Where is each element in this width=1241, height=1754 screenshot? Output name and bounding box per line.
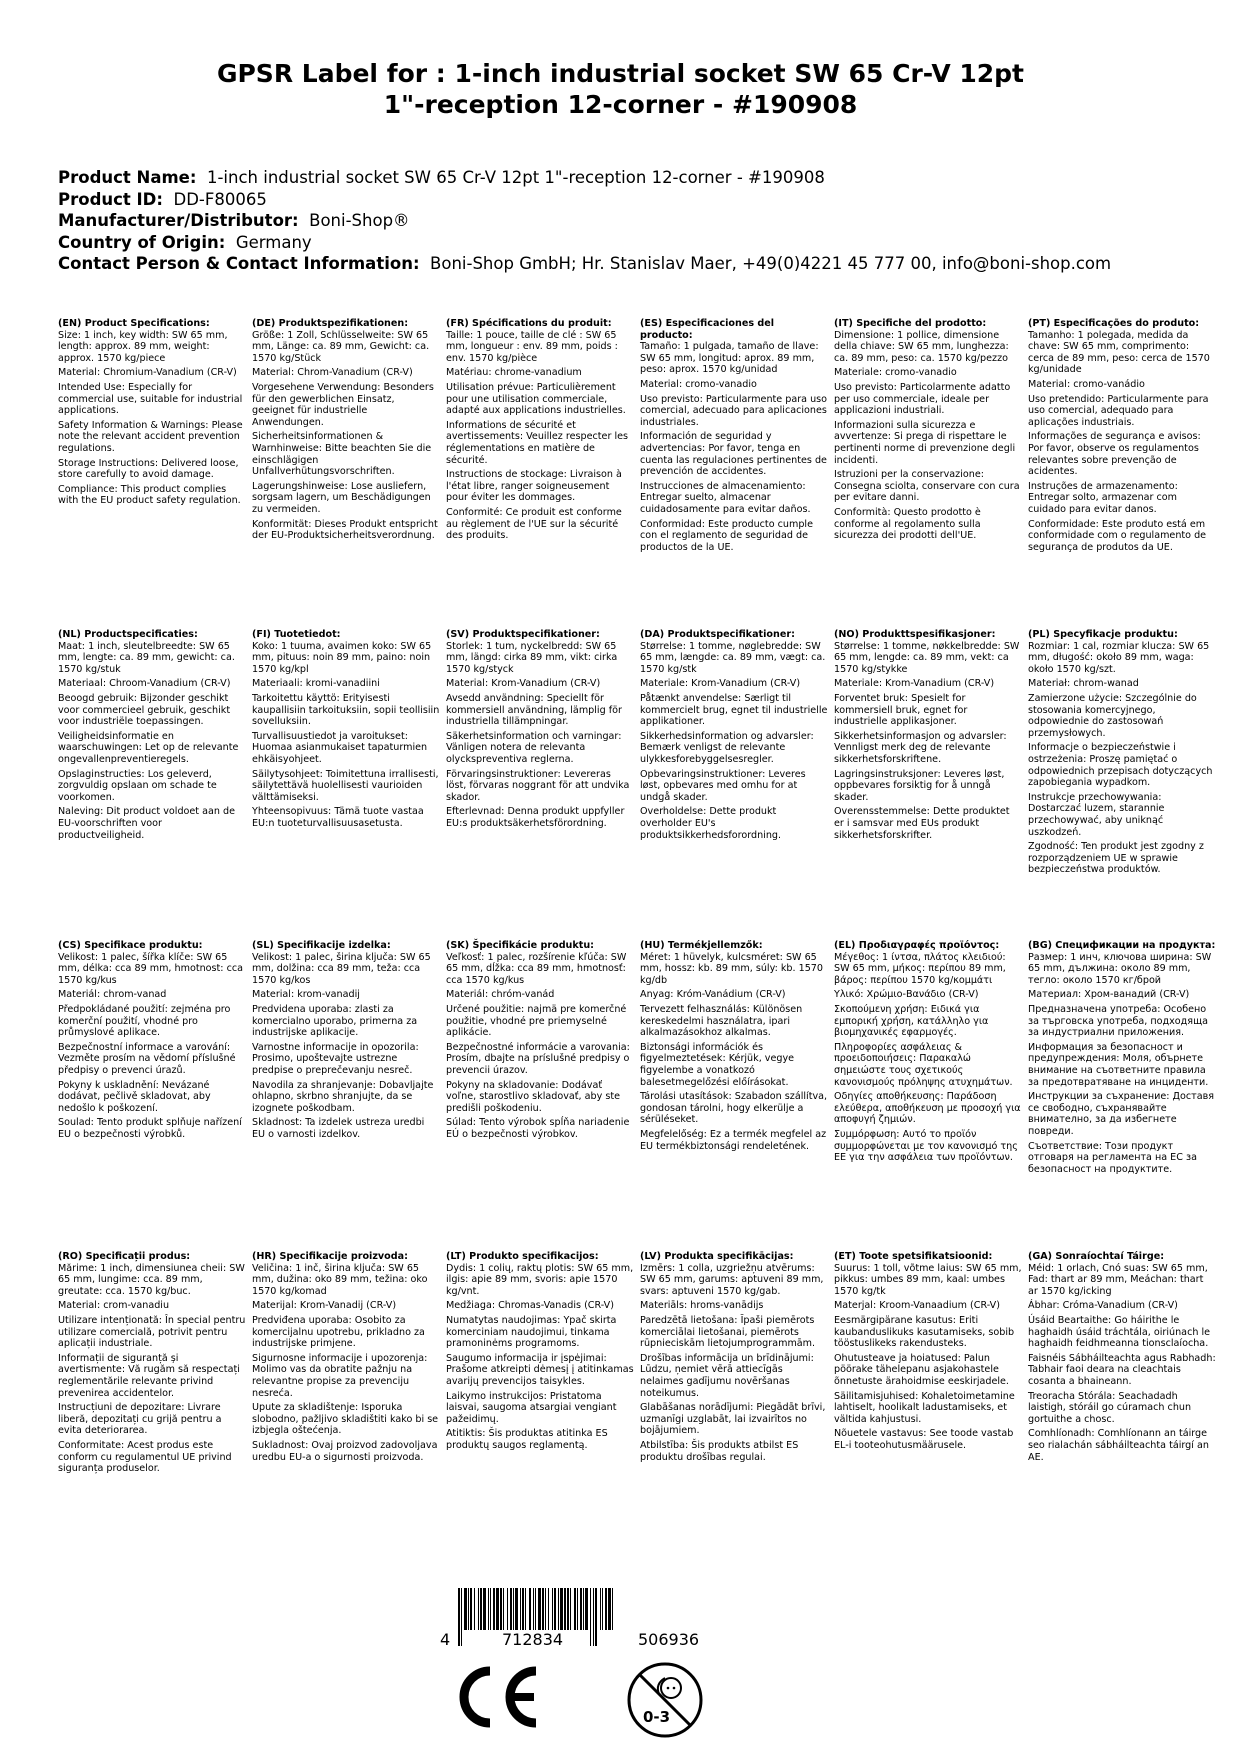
- barcode-bar: [533, 1588, 534, 1630]
- language-block-paragraph: Úsáid Beartaithe: Go háirithe le haghaidh úsáid tráchtála, oiriúnach le haghaidh feidhmeanna tionsclaíocha.: [1028, 1314, 1211, 1350]
- language-block-paragraph: Materiał: chrom-wanad: [1028, 678, 1139, 690]
- language-block-paragraph: Treoracha Stórála: Seachadadh laistigh, stóráil go cúramach chun gortuithe a chosc.: [1028, 1390, 1192, 1425]
- language-block-paragraph: Medžiaga: Chromas-Vanadis (CR-V): [446, 1300, 614, 1312]
- language-block-paragraph: Glabāšanas norādījumi: Piegādāt brīvi, uzmanīgi uzglabāt, lai izvairītos no bojājumiem.: [640, 1402, 826, 1437]
- language-block: [834, 940, 1022, 1167]
- language-block-paragraph: Sicherheitsinformationen & Warnhinweise: Bitte beachten Sie die einschlägigen Unfallverhütungsvorschriften.: [252, 431, 432, 478]
- language-block-heading: (CS) Specifikace produktu:: [58, 940, 203, 951]
- barcode-bar: [478, 1588, 479, 1630]
- barcode-bar: [538, 1588, 541, 1630]
- language-block-paragraph: Lagringsinstruksjoner: Leveres løst, oppbevares forsiktig for å unngå skader.: [834, 768, 1005, 803]
- language-block-heading: (DE) Produktspezifikationen:: [252, 318, 409, 329]
- language-block-paragraph: Σκοπούμενη χρήση: Ειδικά για εμπορική χρήση, κατάλληλο για βιομηχανικές εφαρμογές.: [834, 1003, 989, 1039]
- barcode-bar: [468, 1588, 469, 1630]
- barcode-bar: [525, 1588, 526, 1630]
- language-row: [58, 1251, 1218, 1562]
- title-line-2: 1"-reception 12-corner - #190908: [383, 90, 858, 119]
- language-block-paragraph: Materiale: cromo-vanadio: [834, 367, 957, 379]
- language-block-paragraph: Vorgesehene Verwendung: Besonders für den gewerblichen Einsatz, geeignet für industrielle Anwendungen.: [252, 381, 434, 428]
- barcode-bar: [585, 1588, 588, 1630]
- barcode-bar: [458, 1588, 460, 1646]
- language-block-paragraph: Drošības informācija un brīdinājumi: Lūdzu, ņemiet vērā attiecīgās nelaimes gadījumu novēršanas noteikumus.: [640, 1352, 814, 1399]
- language-block-heading: (NO) Produkttspesifikasjoner:: [834, 629, 996, 640]
- language-block-heading: (PL) Specyfikacje produktu:: [1028, 629, 1178, 640]
- language-block-paragraph: Veličina: 1 inč, širina ključa: SW 65 mm, dužina: oko 89 mm, težina: oko 1570 kg/komad: [252, 1262, 428, 1297]
- age-label: 0-3: [643, 1708, 671, 1726]
- barcode-bar: [567, 1588, 569, 1630]
- language-block-paragraph: Instruções de armazenamento: Entregar solto, armazenar com cuidado para evitar danos.: [1028, 480, 1178, 515]
- language-block-paragraph: Sikkerhedsinformation og advarsler: Bemærk venligst de relevante ulykkesforebyggelsesregler.: [640, 730, 814, 765]
- barcode-bar: [542, 1588, 544, 1630]
- language-block-paragraph: Materiāls: hroms-vanādijs: [640, 1300, 764, 1312]
- language-block-paragraph: Rozmiar: 1 cal, rozmiar klucza: SW 65 mm, długość: około 89 mm, waga: około 1570 kg/szt.: [1028, 640, 1210, 675]
- language-block-paragraph: Materiál: chróm-vanád: [446, 989, 555, 1001]
- language-block-paragraph: Soulad: Tento produkt splňuje nařízení EU o bezpečnosti výrobků.: [58, 1117, 242, 1140]
- language-block-heading: (SV) Produktspecifikationer:: [446, 629, 600, 640]
- language-block-paragraph: Размер: 1 инч, ключова ширина: SW 65 mm, дължина: около 89 mm, тегло: около 1570 кг/брой: [1028, 951, 1212, 986]
- language-block: [1028, 1251, 1216, 1466]
- language-block-paragraph: Инструкции за съхранение: Доставя се свободно, съхранявайте внимателно, за да избегнете повреди.: [1028, 1091, 1215, 1137]
- language-block-paragraph: Материал: Хром-ванадий (CR-V): [1028, 989, 1190, 1001]
- barcode-bar: [608, 1588, 611, 1630]
- info-product-name: Product Name: 1-inch industrial socket SW 65 Cr-V 12pt 1"-reception 12-corner - #190908: [58, 168, 825, 187]
- language-block-paragraph: Istruzioni per la conservazione: Consegna sciolta, conservare con cura per evitare danni.: [834, 469, 1020, 504]
- language-block-paragraph: Eesmärgipärane kasutus: Eriti kaubanduslikuks kasutamiseks, sobib tööstuslikeks rakendusteks.: [834, 1314, 1015, 1350]
- language-block-paragraph: Avsedd användning: Speciellt för kommersiell användning, lämplig för industriella tillämpningar.: [446, 692, 622, 728]
- barcode-bar: [470, 1588, 472, 1630]
- language-block-paragraph: Beoogd gebruik: Bijzonder geschikt voor commercieel gebruik, geschikt voor industriële toepassingen.: [58, 692, 231, 728]
- language-block-paragraph: Materiál: chrom-vanad: [58, 989, 167, 1001]
- language-block-paragraph: Intended Use: Especially for commercial use, suitable for industrial applications.: [58, 381, 243, 417]
- language-block-paragraph: Informații de siguranță și avertismente: Vă rugăm să respectați reglementările relevante privind prevenirea accidentelor.: [58, 1352, 240, 1399]
- language-block-paragraph: Información de seguridad y advertencias: Por favor, tenga en cuenta las regulaciones pertinentes de prevención de accidentes.: [640, 431, 827, 478]
- language-block-paragraph: Opslaginstructies: Los geleverd, zorgvuldig opslaan om schade te voorkomen.: [58, 768, 217, 803]
- language-block-paragraph: Material: crom-vanadiu: [58, 1300, 170, 1312]
- language-block-heading: (EL) Προδιαγραφές προϊόντος:: [834, 940, 1000, 951]
- language-block: [640, 1251, 828, 1466]
- barcode-group-1: 712834: [502, 1630, 564, 1649]
- language-block-paragraph: Instrucțiuni de depozitare: Livrare liberă, depozitați cu grijă pentru a evita deteriorarea.: [58, 1402, 222, 1437]
- barcode-bar: [595, 1588, 597, 1646]
- language-block-paragraph: Safety Information & Warnings: Please note the relevant accident prevention regulations.: [58, 419, 243, 454]
- language-block: [1028, 940, 1216, 1178]
- barcode-bar: [464, 1588, 467, 1630]
- barcode-bar: [513, 1588, 514, 1630]
- language-block-paragraph: Overholdelse: Dette produkt overholder EU's produktsikkerhedsforordning.: [640, 806, 782, 841]
- language-block-heading: (EN) Product Specifications:: [58, 318, 210, 329]
- language-block-paragraph: Informacje o bezpieczeństwie i ostrzeżenia: Proszę pamiętać o odpowiednich przepisach dotyczących zapobiegania wypadkom.: [1028, 742, 1213, 789]
- language-block-paragraph: Sigurnosne informacije i upozorenja: Molimo vas da obratite pažnju na relevantne propise za prevenciju nesreća.: [252, 1352, 428, 1399]
- page-title: [0, 58, 1241, 120]
- language-block-heading: (HR) Specifikacije proizvoda:: [252, 1251, 408, 1262]
- language-block-paragraph: Taille: 1 pouce, taille de clé : SW 65 mm, longueur : env. 89 mm, poids : env. 1570 kg/pièce: [446, 329, 618, 364]
- language-block-paragraph: Compliance: This product complies with the EU product safety regulation.: [58, 483, 241, 507]
- language-block-heading: (SL) Specifikacije izdelka:: [252, 940, 391, 951]
- language-block-paragraph: Conformidad: Este producto cumple con el reglamento de seguridad de productos de la UE.: [640, 518, 813, 553]
- language-block-paragraph: Информация за безопасност и предупреждения: Моля, обърнете внимание на съответните правила за предотвратяване на инциденти.: [1028, 1041, 1209, 1088]
- language-block: [446, 318, 634, 545]
- language-block-paragraph: Conformidade: Este produto está em conformidade com o regulamento de segurança de produtos da UE.: [1028, 518, 1207, 553]
- barcode-bar: [503, 1588, 504, 1630]
- language-block-paragraph: Materijal: Krom-Vanadij (CR-V): [252, 1300, 397, 1312]
- language-row: [58, 940, 1218, 1251]
- language-block: [834, 629, 1022, 844]
- language-block-paragraph: Størrelse: 1 tomme, nøkkelbredde: SW 65 mm, lengde: ca. 89 mm, vekt: ca 1570 kg/stykke: [834, 640, 1020, 675]
- language-block-paragraph: Material: Chrom-Vanadium (CR-V): [252, 367, 413, 379]
- language-block: [1028, 629, 1216, 879]
- language-block-paragraph: Uso pretendido: Particularmente para uso comercial, adequado para aplicações industriais.: [1028, 393, 1209, 428]
- language-block-paragraph: Material: Chromium-Vanadium (CR-V): [58, 367, 237, 379]
- language-block-paragraph: Uso previsto: Particularmente para uso comercial, adecuado para aplicaciones industriales.: [640, 393, 828, 428]
- language-block-paragraph: Instrukcje przechowywania: Dostarczać luzem, starannie przechowywać, aby uniknąć uszkodzeń.: [1028, 791, 1165, 838]
- language-block-paragraph: Paredzētā lietošana: Īpaši piemērots komerciālai lietošanai, piemērots rūpnieciskām lietojumprogrammām.: [640, 1314, 816, 1350]
- title-line-1: GPSR Label for : 1-inch industrial socket SW 65 Cr-V 12pt: [216, 59, 1025, 88]
- barcode-bar: [612, 1588, 613, 1630]
- language-block-paragraph: Size: 1 inch, key width: SW 65 mm, length: approx. 89 mm, weight: approx. 1570 kg/piece: [58, 329, 228, 364]
- language-block-heading: (BG) Спецификации на продукта:: [1028, 940, 1216, 951]
- language-block-paragraph: Materiaali: kromi-vanadiini: [252, 678, 380, 690]
- barcode-bar: [493, 1588, 495, 1630]
- language-block-paragraph: Utilisation prévue: Particulièrement pour une utilisation commerciale, adapté aux applications industrielles.: [446, 381, 626, 417]
- language-block-paragraph: Ábhar: Cróma-Vanadium (CR-V): [1028, 1300, 1178, 1312]
- language-block-paragraph: Yhteensopivuus: Tämä tuote vastaa EU:n tuoteturvallisuusasetusta.: [252, 806, 424, 829]
- language-block: [446, 1251, 634, 1455]
- barcode-bars: [440, 1588, 760, 1648]
- language-block-paragraph: Saugumo informacija ir įspėjimai: Prašome atkreipti dėmesį į atitinkamas avarijų prevencijos taisykles.: [446, 1352, 634, 1387]
- barcode-bar: [574, 1588, 576, 1630]
- barcode-group-2: 506936: [638, 1630, 700, 1649]
- barcode-bar: [593, 1588, 594, 1646]
- barcode-bar: [529, 1588, 531, 1630]
- barcode-bar: [554, 1588, 556, 1630]
- language-block-paragraph: Biztonsági információk és figyelmeztetések: Kérjük, vegye figyelembe a vonatkozó balesetmegelőzési előírásokat.: [640, 1041, 795, 1088]
- language-block-paragraph: Informazioni sulla sicurezza e avvertenze: Si prega di rispettare le pertinenti norme di prevenzione degli incidenti.: [834, 419, 1016, 466]
- language-block-heading: (NL) Productspecificaties:: [58, 629, 198, 640]
- language-block-heading: (PT) Especificações do produto:: [1028, 318, 1200, 329]
- language-block: [640, 629, 828, 844]
- language-block-paragraph: Určené použitie: najmä pre komerčné použitie, vhodné pre priemyselné aplikácie.: [446, 1003, 627, 1039]
- barcode-bar: [600, 1588, 601, 1630]
- language-block: [58, 629, 246, 844]
- language-block-paragraph: Säilitamisjuhised: Kohaletoimetamine lahtiselt, hoolikalt ladustamiseks, et vältida kahjustusi.: [834, 1390, 1015, 1425]
- language-row: [58, 629, 1218, 940]
- language-block: [640, 318, 828, 556]
- language-block-heading: (LT) Produkto specifikacijos:: [446, 1251, 599, 1262]
- language-block-paragraph: Skladnost: Ta izdelek ustreza uredbi EU o varnosti izdelkov.: [252, 1117, 425, 1140]
- language-block-paragraph: Pokyny na skladovanie: Dodávať voľne, starostlivo skladovať, aby ste predišli poškodeniu.: [446, 1079, 620, 1114]
- info-contact: Contact Person & Contact Information: Boni-Shop GmbH; Hr. Stanislav Maer, +49(0)4221 45 777 00, info@boni-shop.com: [58, 254, 1112, 273]
- language-block-paragraph: Koko: 1 tuuma, avaimen koko: SW 65 mm, pituus: noin 89 mm, paino: noin 1570 kg/kpl: [252, 640, 432, 675]
- language-block-paragraph: Zamierzone użycie: Szczególnie do stosowania komercyjnego, odpowiednie do zastosowań przemysłowych.: [1028, 692, 1197, 739]
- barcode-bar: [558, 1588, 559, 1630]
- language-block-paragraph: Forventet bruk: Spesielt for kommersiell bruk, egnet for industrielle applikasjoner.: [834, 692, 968, 728]
- language-block-paragraph: Konformität: Dieses Produkt entspricht der EU-Produktsicherheitsverordnung.: [252, 518, 438, 542]
- language-block-paragraph: Συμμόρφωση: Αυτό το προϊόν συμμορφώνεται με τον κανονισμό της ΕΕ για την ασφάλεια των προϊόντων.: [834, 1128, 1018, 1164]
- language-block-paragraph: Ohutusteave ja hoiatused: Palun pöörake tähelepanu asjakohastele õnnetuste ärahoidmise eeskirjadele.: [834, 1352, 1009, 1387]
- barcode-bar: [545, 1588, 546, 1630]
- language-block-paragraph: Instrucciones de almacenamiento: Entregar suelto, almacenar cuidadosamente para evitar daños.: [640, 480, 811, 515]
- barcode-bar: [590, 1588, 591, 1646]
- language-block-paragraph: Turvallisuustiedot ja varoitukset: Huomaa asianmukaiset tapaturmien ehkäisyohjeet.: [252, 730, 428, 765]
- language-block-paragraph: Påtænkt anvendelse: Særligt til kommercielt brug, egnet til industrielle applikationer.: [640, 692, 828, 728]
- language-block-paragraph: Lagerungshinweise: Lose ausliefern, sorgsam lagern, um Beschädigungen zu vermeiden.: [252, 480, 431, 515]
- language-block-paragraph: Conformitate: Acest produs este conform cu regulamentul UE privind siguranța produselor.: [58, 1439, 232, 1475]
- language-block: [252, 1251, 440, 1466]
- language-block-paragraph: Méid: 1 orlach, Cnó suas: SW 65 mm, Fad: thart ar 89 mm, Meáchan: thart ar 1570 kg/icking: [1028, 1262, 1208, 1297]
- language-block-heading: (LV) Produkta specifikācijas:: [640, 1251, 794, 1262]
- language-block-paragraph: Storlek: 1 tum, nyckelbredd: SW 65 mm, längd: cirka 89 mm, vikt: cirka 1570 kg/styck: [446, 640, 618, 675]
- language-block-paragraph: Varnostne informacije in opozorila: Prosimo, upoštevajte ustrezne predpise o preprečevanju nesreč.: [252, 1041, 419, 1076]
- language-block-paragraph: Efterlevnad: Denna produkt uppfyller EU:s produktsäkerhetsförordning.: [446, 806, 625, 829]
- barcode-bar: [605, 1588, 607, 1630]
- language-block-heading: (FR) Spécifications du produit:: [446, 318, 612, 329]
- barcode-bar: [583, 1588, 584, 1630]
- language-block-paragraph: Bezpečnostní informace a varování: Vezměte prosím na vědomí příslušné předpisy o prevenci úrazů.: [58, 1041, 236, 1076]
- language-block-paragraph: Upute za skladištenje: Isporuka slobodno, pažljivo skladištiti kako bi se izbjegla oštećenja.: [252, 1402, 439, 1437]
- barcode-bar: [483, 1588, 486, 1630]
- language-block-paragraph: Velikost: 1 palec, šířka klíče: SW 65 mm, délka: cca 89 mm, hmotnost: cca 1570 kg/kus: [58, 951, 243, 986]
- language-block-paragraph: Instructions de stockage: Livraison à l'état libre, ranger soigneusement pour éviter les dommages.: [446, 469, 622, 504]
- language-block-paragraph: Faisnéis Sábháilteachta agus Rabhadh: Tabhair faoi deara na cleachtais cosanta a bhaineann.: [1028, 1352, 1216, 1387]
- language-block: [446, 940, 634, 1144]
- language-block-paragraph: Navodila za shranjevanje: Dobavljajte ohlapno, skrbno shranjujte, da se izognete poškodbam.: [252, 1079, 434, 1114]
- language-block-paragraph: Säilytysohjeet: Toimitettuna irrallisesti, säilytettävä huolellisesti vaurioiden välttämiseksi.: [252, 768, 439, 803]
- language-block-paragraph: Maat: 1 inch, sleutelbreedte: SW 65 mm, lengte: ca. 89 mm, gewicht: ca. 1570 kg/stuk: [58, 640, 235, 675]
- language-row: [58, 318, 1218, 629]
- language-block-paragraph: Dimensione: 1 pollice, dimensione della chiave: SW 65 mm, lunghezza: ca. 89 mm, peso: ca. 1570 kg/pezzo: [834, 329, 1009, 364]
- language-block-heading: (SK) Špecifikácie produktu:: [446, 940, 595, 951]
- language-block: [446, 629, 634, 833]
- language-block-paragraph: Méret: 1 hüvelyk, kulcsméret: SW 65 mm, hossz: kb. 89 mm, súly: kb. 1570 kg/db: [640, 951, 824, 986]
- barcode-bar: [570, 1588, 571, 1630]
- language-block-paragraph: Tárolási utasítások: Szabadon szállítva, gondosan tárolni, hogy elkerülje a sérüléseket.: [640, 1091, 828, 1126]
- language-block-paragraph: Opbevaringsinstruktioner: Leveres løst, opbevares med omhu for at undgå skader.: [640, 768, 806, 803]
- language-block: [640, 940, 828, 1155]
- language-block-paragraph: Informações de segurança e avisos: Por favor, observe os regulamentos relevantes sobre prevenção de acidentes.: [1028, 431, 1201, 478]
- info-product-id: Product ID: DD-F80065: [58, 189, 267, 209]
- language-block-paragraph: Material: cromo-vanádio: [1028, 378, 1145, 390]
- language-block-paragraph: Pokyny k uskladnění: Nevázané dodávat, pečlivě skladovat, aby nedošlo k poškození.: [58, 1079, 211, 1114]
- language-block-heading: (ES) Especificaciones del producto:: [640, 318, 775, 341]
- language-block-paragraph: Tamanho: 1 polegada, medida da chave: SW 65 mm, comprimento: cerca de 89 mm, peso: cerca de 1570 kg/unidade: [1028, 329, 1210, 376]
- language-block-paragraph: Velikost: 1 palec, širina ključa: SW 65 mm, dolžina: cca 89 mm, teža: cca 1570 kg/kos: [252, 951, 431, 986]
- language-block-paragraph: Съответствие: Този продукт отговаря на регламента на ЕС за безопасност на продуктите.: [1028, 1140, 1197, 1175]
- language-block-paragraph: Tamaño: 1 pulgada, tamaño de llave: SW 65 mm, longitud: aprox. 89 mm, peso: aprox. 1570 kg/unidad: [640, 341, 819, 376]
- language-block-paragraph: Πληροφορίες ασφάλειας & προειδοποιήσεις: Παρακαλώ σημειώστε τους σχετικούς κανονισμούς πρόληψης ατυχημάτων.: [834, 1041, 1013, 1088]
- barcode-bar: [461, 1588, 462, 1646]
- language-block-paragraph: Sikkerhetsinformasjon og advarsler: Vennligst merk deg de relevante sikkerhetsforskriftene.: [834, 730, 1007, 765]
- barcode-bar: [577, 1588, 578, 1630]
- barcode-bar: [560, 1588, 563, 1630]
- language-block-paragraph: Förvaringsinstruktioner: Levereras löst, förvaras noggrant för att undvika skador.: [446, 768, 630, 803]
- language-block-heading: (FI) Tuotetiedot:: [252, 629, 341, 640]
- barcode-bar: [515, 1588, 518, 1630]
- language-block-paragraph: Dydis: 1 colių, raktų plotis: SW 65 mm, ilgis: apie 89 mm, svoris: apie 1570 kg/vnt.: [446, 1262, 634, 1297]
- barcode-bar: [552, 1588, 553, 1630]
- language-block-paragraph: Conformità: Questo prodotto è conforme al regolamento sulla sicurezza dei prodotti dell'UE.: [834, 506, 981, 542]
- language-block-paragraph: Anyag: Króm-Vanádium (CR-V): [640, 989, 786, 1001]
- barcode: [440, 1588, 760, 1648]
- language-block-paragraph: Materiale: Krom-Vanadium (CR-V): [834, 678, 995, 690]
- language-block-paragraph: Materiaal: Chroom-Vanadium (CR-V): [58, 678, 231, 690]
- language-block: [58, 1251, 246, 1478]
- language-grid: [58, 318, 1218, 1562]
- language-block-paragraph: Naleving: Dit product voldoet aan de EU-voorschriften voor productveiligheid.: [58, 806, 235, 841]
- language-block-paragraph: Tervezett felhasználás: Különösen kereskedelmi használatra, ipari alkalmazásokhoz alkalmas.: [640, 1003, 803, 1039]
- language-block-paragraph: Størrelse: 1 tomme, nøglebredde: SW 65 mm, længde: ca. 89 mm, vægt: ca. 1570 kg/stk: [640, 640, 826, 675]
- language-block-paragraph: Mărime: 1 inch, dimensiunea cheii: SW 65 mm, lungime: cca. 89 mm, greutate: cca. 1570 kg/buc.: [58, 1262, 245, 1297]
- language-block-paragraph: Οδηγίες αποθήκευσης: Παράδοση ελεύθερα, αποθήκευση με προσοχή για αποφυγή ζημιών.: [834, 1091, 1021, 1126]
- language-block-paragraph: Uso previsto: Particolarmente adatto per uso commerciale, ideale per applicazioni industriali.: [834, 381, 1011, 417]
- barcode-bar: [602, 1588, 603, 1630]
- language-block-paragraph: Material: Krom-Vanadium (CR-V): [446, 678, 601, 690]
- barcode-bar: [580, 1588, 582, 1630]
- barcode-bar: [510, 1588, 512, 1630]
- language-block-paragraph: Matériau: chrome-vanadium: [446, 367, 582, 379]
- language-block-paragraph: Predvidena uporaba: zlasti za komercialno uporabo, primerna za industrijske aplikacije.: [252, 1003, 418, 1039]
- language-block-paragraph: Storage Instructions: Delivered loose, store carefully to avoid damage.: [58, 457, 239, 481]
- language-block-paragraph: Veiligheidsinformatie en waarschuwingen: Let op de relevante ongevallenpreventieregels.: [58, 730, 239, 765]
- language-block-paragraph: Suurus: 1 toll, võtme laius: SW 65 mm, pikkus: umbes 89 mm, kaal: umbes 1570 kg/tk: [834, 1262, 1022, 1297]
- language-block-paragraph: Größe: 1 Zoll, Schlüsselweite: SW 65 mm, Länge: ca. 89 mm, Gewicht: ca. 1570 kg/Stück: [252, 329, 430, 364]
- ce-mark-icon: [452, 1666, 542, 1728]
- language-block-paragraph: Säkerhetsinformation och varningar: Vänligen notera de relevanta olyckspreventiva reglerna.: [446, 730, 622, 765]
- language-block-heading: (IT) Specifiche del prodotto:: [834, 318, 987, 329]
- language-block-paragraph: Conformité: Ce produit est conforme au règlement de l'UE sur la sécurité des produits.: [446, 506, 622, 542]
- language-block-paragraph: Atitiktis: Šis produktas atitinka ES produktų saugos reglamentą.: [446, 1428, 608, 1451]
- language-block-paragraph: Bezpečnostné informácie a varovania: Prosím, dbajte na príslušné predpisy o prevencii úrazov.: [446, 1041, 630, 1076]
- language-block-paragraph: Laikymo instrukcijos: Pristatoma laisvai, saugoma atsargiai vengiant pažeidimų.: [446, 1390, 617, 1425]
- language-block-paragraph: Υλικό: Χρώμιο-Βανάδιο (CR-V): [834, 989, 979, 1001]
- language-block-paragraph: Utilizare intenționată: În special pentru utilizare comercială, potrivit pentru aplicații industriale.: [58, 1314, 246, 1350]
- language-block-paragraph: Izmērs: 1 colla, uzgriežņu atvērums: SW 65 mm, garums: aptuveni 89 mm, svars: aptuveni 1570 kg/gab.: [640, 1262, 824, 1297]
- language-block-heading: (RO) Specificații produs:: [58, 1251, 191, 1262]
- language-block: [252, 318, 440, 545]
- language-block-paragraph: Sukladnost: Ovaj proizvod zadovoljava uredbu EU-a o sigurnosti proizvoda.: [252, 1439, 438, 1463]
- language-block-paragraph: Предназначена употреба: Особено за търговска употреба, подходяща за индустриални приложения.: [1028, 1003, 1208, 1039]
- language-block-paragraph: Informations de sécurité et avertissements: Veuillez respecter les réglementations en matière de sécurité.: [446, 419, 629, 466]
- language-block: [1028, 318, 1216, 556]
- not-for-children-0-3-icon: [625, 1660, 705, 1740]
- language-block-paragraph: Zgodność: Ten produkt jest zgodny z rozporządzeniem UE w sprawie bezpieczeństwa produktów.: [1028, 841, 1204, 876]
- language-block-paragraph: Súlad: Tento výrobok spĺňa nariadenie EÚ o bezpečnosti výrobkov.: [446, 1117, 630, 1140]
- language-block-paragraph: Overensstemmelse: Dette produktet er i samsvar med EUs produkt sikkerhetsforskrifter.: [834, 806, 1010, 841]
- barcode-bar: [520, 1588, 521, 1630]
- language-block-paragraph: Numatytas naudojimas: Ypač skirta komerciniam naudojimui, tinkama pramoninėms programoms.: [446, 1314, 617, 1350]
- language-block: [58, 318, 246, 510]
- language-block-paragraph: Předpokládané použití: zejména pro komerční použití, vhodné pro průmyslové aplikace.: [58, 1003, 231, 1039]
- language-block-paragraph: Predviđena uporaba: Osobito za komercijalnu upotrebu, prikladno za industrijske primjene.: [252, 1314, 425, 1350]
- language-block-paragraph: Megfelelőség: Ez a termék megfelel az EU termékbiztonsági rendeletének.: [640, 1128, 827, 1152]
- barcode-bar: [548, 1588, 549, 1630]
- barcode-bar: [564, 1588, 566, 1630]
- barcode-bar: [474, 1588, 475, 1630]
- language-block-paragraph: Nõuetele vastavus: See toode vastab EL-i tooteohutusmäärusele.: [834, 1428, 1014, 1451]
- language-block: [834, 1251, 1022, 1455]
- info-manufacturer: Manufacturer/Distributor: Boni-Shop®: [58, 211, 410, 230]
- language-block: [252, 629, 440, 833]
- barcode-bar: [496, 1588, 499, 1630]
- language-block-paragraph: Materjal: Kroom-Vanaadium (CR-V): [834, 1300, 1000, 1312]
- barcode-digit-first: 4: [440, 1630, 451, 1649]
- product-info: [58, 167, 1198, 275]
- language-block: [834, 318, 1022, 545]
- info-country: Country of Origin: Germany: [58, 232, 312, 252]
- language-block-paragraph: Μέγεθος: 1 ίντσα, πλάτος κλειδιού: SW 65 mm, μήκος: περίπου 89 mm, βάρος: περίπου 1570 kg/κομμάτι: [834, 951, 1006, 986]
- barcode-bar: [488, 1588, 489, 1630]
- barcode-bar: [535, 1588, 536, 1630]
- barcode-bar: [507, 1588, 508, 1630]
- language-block-paragraph: Material: krom-vanadij: [252, 989, 360, 1001]
- barcode-bar: [522, 1588, 524, 1630]
- language-block-paragraph: Comhlíonadh: Comhlíonann an táirge seo rialachán sábháilteachta táirgí an AE.: [1028, 1428, 1209, 1463]
- language-block: [58, 940, 246, 1144]
- language-block-paragraph: Veľkosť: 1 palec, rozšírenie kľúča: SW 65 mm, dĺžka: cca 89 mm, hmotnosť: cca 1570 kg/kus: [446, 951, 627, 986]
- language-block-paragraph: Material: cromo-vanadio: [640, 378, 757, 390]
- language-block-heading: (HU) Termékjellemzők:: [640, 940, 763, 951]
- language-block-heading: (ET) Toote spetsifikatsioonid:: [834, 1251, 993, 1262]
- language-block: [252, 940, 440, 1144]
- language-block-heading: (DA) Produktspecifikationer:: [640, 629, 795, 640]
- language-block-paragraph: Tarkoitettu käyttö: Erityisesti kaupallisiin tarkoituksiin, sopii teollisiin sovelluksiin.: [252, 692, 440, 728]
- language-block-paragraph: Materiale: Krom-Vanadium (CR-V): [640, 678, 801, 690]
- language-block-paragraph: Atbilstība: Šis produkts atbilst ES produktu drošības regulai.: [640, 1439, 799, 1463]
- language-block-heading: (GA) Sonraíochtaí Táirge:: [1028, 1251, 1165, 1262]
- barcode-bar: [490, 1588, 491, 1630]
- barcode-bar: [480, 1588, 482, 1630]
- barcode-bar: [500, 1588, 502, 1630]
